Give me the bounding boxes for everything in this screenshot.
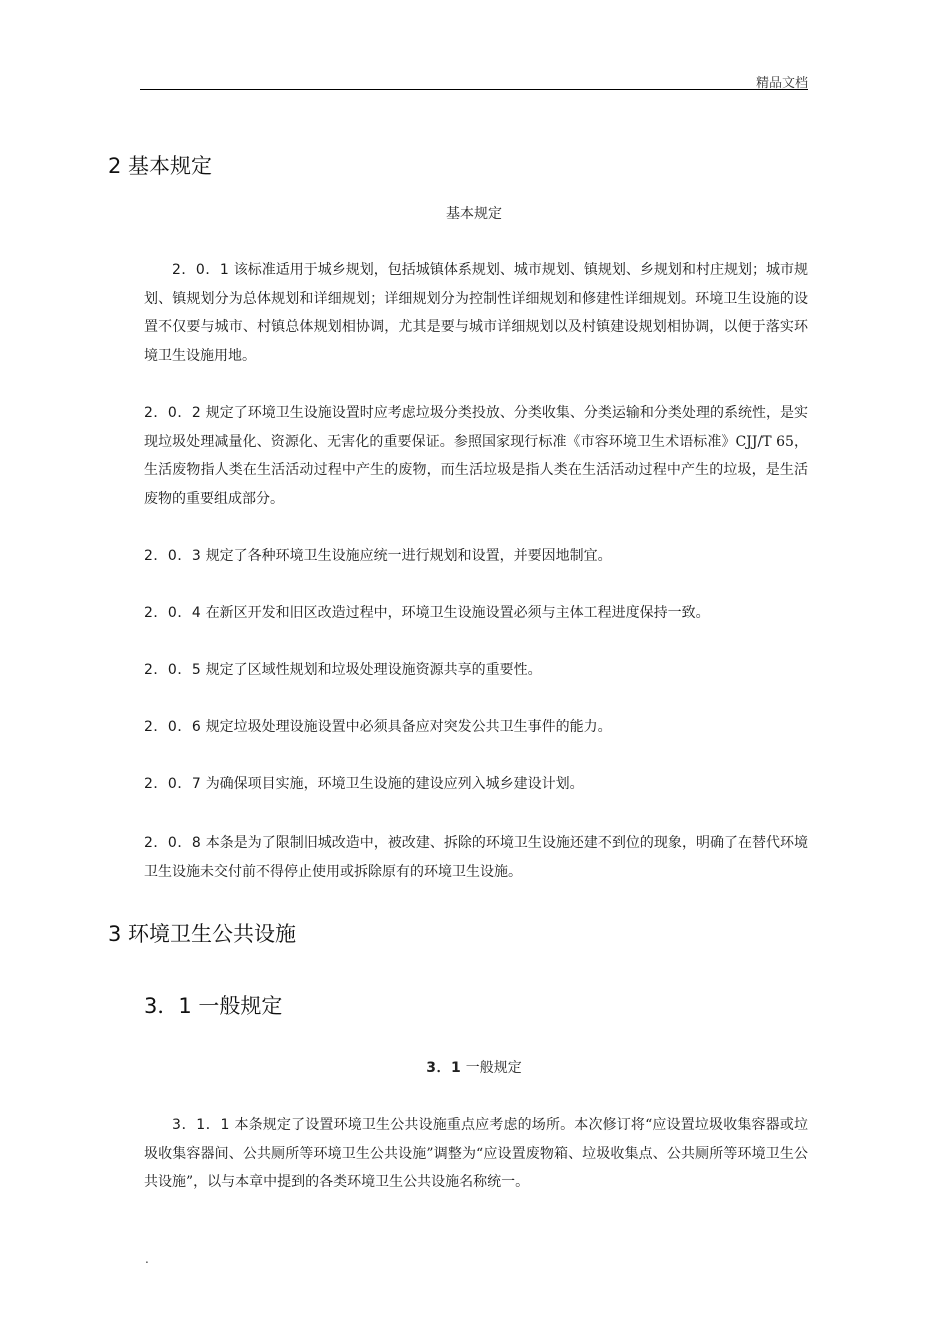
- section-3-1-heading: 3．1 一般规定: [144, 994, 283, 1018]
- clause-2-0-6: [144, 713, 808, 742]
- section-2-heading: 2 基本规定: [108, 154, 213, 178]
- clause-text: 本条是为了限制旧城改造中，被改建、拆除的环境卫生设施还建不到位的现象，明确了在替代环境卫生设施未交付前不得停止使用或拆除原有的环境卫生设施。: [144, 835, 808, 880]
- clause-text: 规定垃圾处理设施设置中必须具备应对突发公共卫生事件的能力。: [205, 719, 612, 735]
- clause-number: 2．0．6: [144, 719, 202, 735]
- footer-mark: .: [145, 1252, 149, 1266]
- header-rule: [140, 89, 808, 90]
- clause-number: 2．0．5: [144, 662, 202, 678]
- clause-3-1-1: [144, 1111, 808, 1197]
- clause-2-0-1: [144, 256, 808, 370]
- clause-text: 在新区开发和旧区改造过程中，环境卫生设施设置必须与主体工程进度保持一致。: [205, 605, 710, 621]
- clause-text: 规定了环境卫生设施设置时应考虑垃圾分类投放、分类收集、分类运输和分类处理的系统性，是实现垃圾处理减量化、资源化、无害化的重要保证。参照国家现行标准《市容环境卫生术语标准》CJJ/T 65，生活废物指人类在生活活动过程中产生的废物，而生活垃圾是指人类在生活活动过程中产生的垃圾，是生活废物的重要组成部分。: [144, 405, 808, 507]
- clause-2-0-2: [144, 399, 808, 513]
- clause-text: 为确保项目实施，环境卫生设施的建设应列入城乡建设计划。: [205, 776, 584, 792]
- subtitle-text: 一般规定: [465, 1060, 522, 1076]
- clause-2-0-4: [144, 599, 808, 628]
- section-2-subtitle: 基本规定: [446, 206, 502, 222]
- section-3-1-subtitle: [140, 1057, 808, 1077]
- clause-number: 3．1．1: [172, 1117, 230, 1133]
- clause-number: 2．0．8: [144, 835, 202, 851]
- clause-text: 该标准适用于城乡规划，包括城镇体系规划、城市规划、镇规划、乡规划和村庄规划；城市规划、镇规划分为总体规划和详细规划；详细规划分为控制性详细规划和修建性详细规划。环境卫生设施的设置不仅要与城市、村镇总体规划相协调，尤其是要与城市详细规划以及村镇建设规划相协调，以便于落实环境卫生设施用地。: [144, 262, 808, 364]
- header-label: 精品文档: [755, 76, 808, 91]
- clause-number: 2．0．7: [144, 776, 202, 792]
- clause-number: 2．0．2: [144, 405, 202, 421]
- clause-number: 2．0．1: [172, 262, 230, 278]
- clause-2-0-5: [144, 656, 808, 685]
- clause-2-0-7: [144, 770, 808, 799]
- section-3-heading: 3 环境卫生公共设施: [108, 922, 297, 946]
- clause-text: 本条规定了设置环境卫生公共设施重点应考虑的场所。本次修订将“应设置垃圾收集容器或垃圾收集容器间、公共厕所等环境卫生公共设施”调整为“应设置废物箱、垃圾收集点、公共厕所等环境卫生公共设施”，以与本章中提到的各类环境卫生公共设施名称统一。: [144, 1117, 808, 1190]
- clause-2-0-3: [144, 542, 808, 571]
- clause-text: 规定了各种环境卫生设施应统一进行规划和设置，并要因地制宜。: [205, 548, 612, 564]
- clause-number: 2．0．4: [144, 605, 202, 621]
- clause-number: 2．0．3: [144, 548, 202, 564]
- clause-text: 规定了区域性规划和垃圾处理设施资源共享的重要性。: [205, 662, 542, 678]
- subtitle-number: 3．1: [426, 1060, 462, 1076]
- clause-2-0-8: [144, 829, 808, 886]
